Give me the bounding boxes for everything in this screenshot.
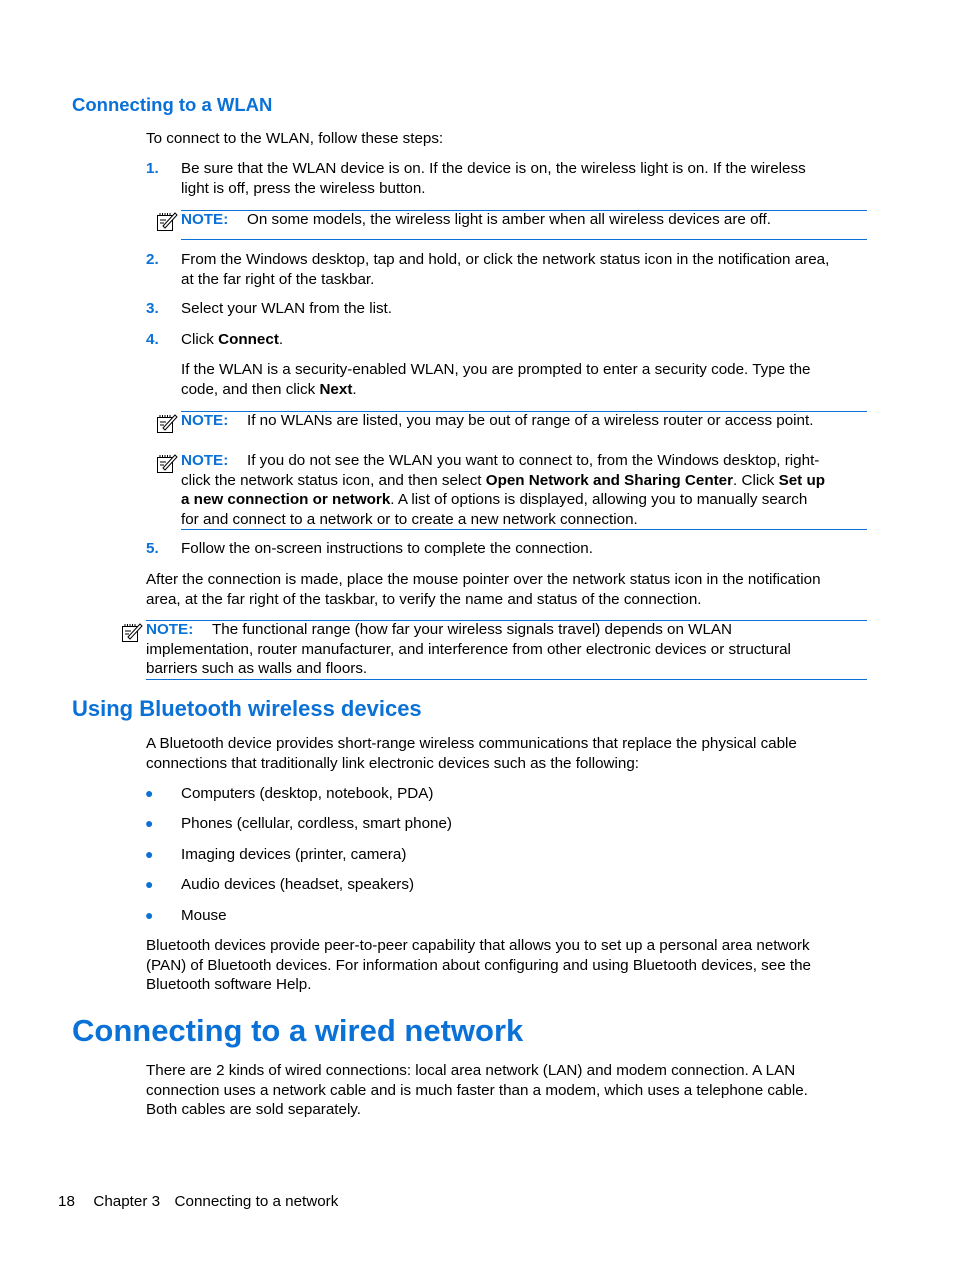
note-line: barriers such as walls and floors.	[146, 660, 368, 677]
note-text	[181, 451, 871, 529]
note-pencil-icon	[156, 412, 178, 434]
para-line: .	[352, 380, 357, 398]
note-body: On some models, the wireless light is amber when all wireless devices are off.	[247, 211, 771, 228]
footer-chapter-title: Connecting to a network	[174, 1193, 339, 1210]
para-line: code, and then click	[181, 380, 320, 398]
list-item: Computers (desktop, notebook, PDA)	[181, 785, 434, 802]
note-line: The functional range (how far your wireless signals travel) depends on WLAN	[212, 621, 733, 638]
para-line: connection uses a network cable and is much faster than a modem, which uses a telephone cable.	[146, 1081, 808, 1099]
note-line: . A list of options is displayed, allowing you to manually search	[390, 491, 808, 508]
step-number: 4.	[146, 331, 159, 348]
step-text	[181, 330, 283, 350]
step-number: 2.	[146, 251, 159, 268]
para-line: If the WLAN is a security-enabled WLAN, you are prompted to enter a security code. Type the	[181, 361, 811, 378]
para-line: Bluetooth software Help.	[146, 976, 312, 993]
step-text	[181, 159, 806, 198]
bluetooth-intro	[146, 734, 797, 773]
note-text	[146, 620, 871, 679]
wlan-intro: To connect to the WLAN, follow these steps:	[146, 130, 444, 147]
note-line: implementation, router manufacturer, and interference from other electronic devices or structural	[146, 640, 791, 658]
para-line: There are 2 kinds of wired connections: local area network (LAN) and modem connection. A LAN	[146, 1062, 796, 1079]
bullet-icon: ●	[145, 785, 154, 801]
note-bold: a new connection or network	[181, 491, 391, 508]
list-item: Phones (cellular, cordless, smart phone)	[181, 815, 452, 832]
bullet-icon: ●	[145, 846, 154, 862]
note-label: NOTE:	[146, 621, 194, 638]
step4-paragraph	[181, 360, 810, 399]
step-text-part: Click	[181, 331, 219, 348]
page-number: 18	[58, 1193, 75, 1210]
bullet-icon: ●	[145, 815, 154, 831]
bluetooth-outro	[146, 936, 811, 995]
note-text	[181, 411, 813, 431]
list-item: Imaging devices (printer, camera)	[181, 846, 407, 863]
para-line: (PAN) of Bluetooth devices. For information about configuring and using Bluetooth devices, see the	[146, 956, 811, 974]
list-item: Audio devices (headset, speakers)	[181, 876, 415, 893]
note-line: If you do not see the WLAN you want to connect to, from the Windows desktop, right-	[247, 452, 820, 469]
section-heading-bluetooth: Using Bluetooth wireless devices	[72, 696, 422, 721]
note-label: NOTE:	[181, 452, 229, 469]
note-line: . Click	[733, 471, 779, 489]
para-line: Bluetooth devices provide peer-to-peer capability that allows you to set up a personal area network	[146, 937, 810, 954]
after-paragraph	[146, 570, 821, 609]
wired-paragraph	[146, 1061, 808, 1120]
note-rule-bottom	[146, 679, 867, 680]
step-text: Follow the on-screen instructions to complete the connection.	[181, 540, 593, 557]
para-bold: Next	[319, 380, 353, 398]
bullet-icon: ●	[145, 876, 154, 892]
list-item: Mouse	[181, 907, 227, 924]
step-number: 5.	[146, 540, 159, 557]
footer-chapter: Chapter 3	[93, 1193, 161, 1210]
para-line: A Bluetooth device provides short-range wireless communications that replace the physical cable	[146, 735, 797, 752]
note-line: for and connect to a network or to create a new network connection.	[181, 510, 638, 528]
note-pencil-icon	[156, 210, 178, 232]
note-line: click the network status icon, and then select	[181, 471, 486, 489]
note-rule-bottom	[181, 239, 867, 240]
bullet-icon: ●	[145, 907, 154, 923]
note-pencil-icon	[121, 621, 143, 643]
note-pencil-icon	[156, 452, 178, 474]
note-body: If no WLANs are listed, you may be out of range of a wireless router or access point.	[247, 412, 814, 429]
note-label: NOTE:	[181, 412, 229, 429]
para-line: After the connection is made, place the mouse pointer over the network status icon in the notification	[146, 571, 821, 588]
para-line: connections that traditionally link electronic devices such as the following:	[146, 754, 640, 772]
step-text-part: .	[278, 331, 284, 348]
note-bold: Set up	[778, 471, 826, 489]
step-text-bold: Connect	[218, 331, 279, 348]
step-text: Select your WLAN from the list.	[181, 300, 393, 317]
step-number: 1.	[146, 160, 159, 177]
step-line: light is off, press the wireless button.	[181, 179, 426, 197]
step-number: 3.	[146, 300, 159, 317]
note-rule-bottom	[181, 529, 867, 530]
page-footer	[58, 1192, 338, 1212]
step-text	[181, 250, 829, 289]
chapter-section-heading: Connecting to a wired network	[72, 1013, 524, 1048]
note-bold: Open Network and Sharing Center	[485, 471, 734, 489]
section-heading-wlan: Connecting to a WLAN	[72, 94, 273, 115]
step-line: Be sure that the WLAN device is on. If the device is on, the wireless light is on. If the wireless	[181, 160, 806, 177]
step-line: From the Windows desktop, tap and hold, or click the network status icon in the notification area,	[181, 251, 830, 268]
para-line: area, at the far right of the taskbar, to verify the name and status of the connection.	[146, 590, 702, 608]
para-line: Both cables are sold separately.	[146, 1101, 361, 1118]
note-text	[181, 210, 771, 230]
step-line: at the far right of the taskbar.	[181, 270, 375, 288]
note-label: NOTE:	[181, 211, 229, 228]
